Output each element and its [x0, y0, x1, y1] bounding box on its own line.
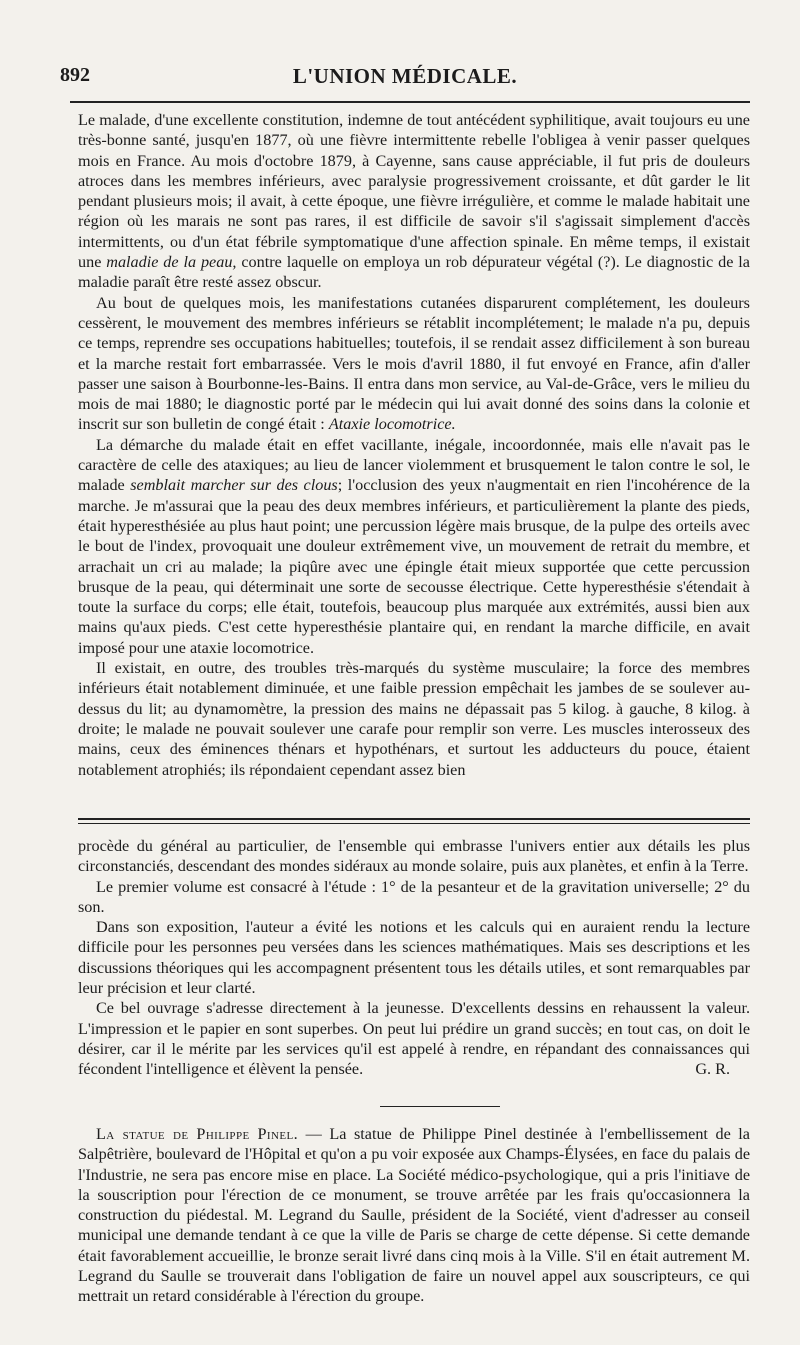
section-double-rule-bottom: [78, 823, 750, 824]
paragraph-text: La démarche du malade était en effet vacillante, inégale, incoordonnée, mais elle n'avait pas le caractère de celle des ataxiques; au lieu de lancer violemment et brusquement le talon contre le sol, le malade: [78, 435, 750, 495]
review-paragraph: [78, 998, 750, 1079]
book-review-section: [78, 836, 750, 1080]
case-report-section: [78, 110, 750, 780]
paragraph-text: Ce bel ouvrage s'adresse directement à la jeunesse. D'excellents dessins en rehaussent la valeur. L'impression et le papier en sont superbes. On peut lui prédire un grand succès; en tout cas, on doit le désirer, car il le mérite par les services qu'il est appelé à rendre, en répandant des connaissances qui fécondent l'intelligence et élèvent la pensée.: [78, 999, 750, 1079]
italic-phrase: maladie de la peau,: [106, 253, 237, 272]
paragraph-text: ; l'occlusion des yeux n'augmentait en rien l'incohérence de la marche. Je m'assurai que la peau des deux membres inférieurs, et particulièrement la plante des pieds, était hyperesthésiée au plus haut point; une percussion légère mais brusque, de la pulpe des orteils avec le bout de l'index, provoquait une douleur extrêmement vive, un mouvement de retrait du membre, et arrachait un cri au malade; la piqûre avec une épingle était mieux supportée que cette percussion brusque de la peau, qui déterminait une sorte de secousse électrique. Cette hyperesthésie s'étendait à toute la surface du corps; elle était, toutefois, beaucoup plus marquée aux extrémités, aussi bien aux mains qu'aux pieds. C'est cette hyperesthésie plantaire qui, en rendant la marche difficile, en avait imposé pour une ataxie locomotrice.: [78, 476, 750, 657]
header-rule: [70, 101, 750, 103]
case-paragraph: [78, 293, 750, 435]
page-number: 892: [60, 64, 90, 86]
case-paragraph: [78, 110, 750, 293]
notice-text: — La statue de Philippe Pinel destinée à l'embellissement de la Salpêtrière, boulevard de l'Hôpital et qu'on a pu voir exposée aux Champs-Élysées, en face du palais de l'Industrie, ne sera pas encore mise en place. La Société médico-psychologique, qui a pris l'initiave de la souscription pour l'érection de ce monument, se trouve arrêtée par les frais qu'occasionnera la construction du piédestal. M. Legrand du Saulle, président de la Société, vient d'adresser au conseil municipal une demande tendant à ce que la ville de Paris se charge de cette dépense. Si cette demande était favorablement accueillie, le bronze serait livré dans cinq mois à la Ville. S'il en était autrement M. Legrand du Saulle se trouverait dans l'obligation de faire un nouvel appel aux souscripteurs, ce qui mettrait un retard considérable à l'érection du groupe.: [78, 1125, 750, 1306]
paragraph-text: contre laquelle on employa un rob dépurateur végétal (?). Le diagnostic de la maladie paraît être resté assez obscur.: [78, 253, 750, 292]
review-signature: G. R.: [695, 1060, 730, 1079]
paragraph-text: Le malade, d'une excellente constitution, indemne de tout antécédent syphilitique, avait toujours eu une très-bonne santé, jusqu'en 1877, où une fièvre intermittente rebelle l'obligea à venir passer quelques mois en France. Au mois d'octobre 1879, à Cayenne, sans cause appréciable, il fut pris de douleurs atroces dans les membres inférieurs, avec paralysie progressivement croissante, et dût garder le lit pendant plusieurs mois; il avait, à cette époque, une fièvre irrégulière, et comme le malade habitait une région où les marais ne sont pas rares, il est difficile de savoir s'il s'agissait simplement d'accès intermittents, ou d'un état fébrile symptomatique d'une affection spinale. En même temps, il existait une: [78, 111, 750, 272]
paragraph-text: Au bout de quelques mois, les manifestations cutanées disparurent complétement, les douleurs cessèrent, le mouvement des membres inférieurs se rétablit incomplétement; le malade n'a pu, depuis ce temps, reprendre ses occupations habituelles; toutefois, il se rendait assez difficilement à son bureau et la marche restait fort embarrassée. Vers le mois d'avril 1880, il fut envoyé en France, afin d'aller passer une saison à Bourbonne-les-Bains. Il entra dans mon service, au Val-de-Grâce, vers le milieu du mois de mai 1880; le diagnostic porté par le médecin qui lui avait donné des soins dans la colonie et inscrit sur son bulletin de congé était :: [78, 293, 750, 434]
italic-phrase: semblait marcher sur des clous: [130, 476, 338, 495]
section-double-rule-top: [78, 818, 750, 820]
review-paragraph: Dans son exposition, l'auteur a évité les notions et les calculs qui en auraient rendu la lecture difficile pour les personnes peu versées dans les sciences mathématiques. Mais ses descriptions et les discussions théoriques qui les accompagnent présentent tous les détails utiles, et sont remarquables par leur précision et leur clarté.: [78, 918, 750, 998]
review-paragraph: procède du général au particulier, de l'ensemble qui embrasse l'univers entier aux détails les plus circonstanciés, descendant des mondes sidéraux au monde solaire, puis aux planètes, et enfin à la Terre.: [78, 837, 750, 876]
case-paragraph: [78, 435, 750, 658]
page-header: [60, 64, 750, 94]
notice-heading: La statue de Philippe Pinel.: [96, 1125, 299, 1143]
italic-phrase: Ataxie locomotrice.: [328, 415, 456, 434]
notice-paragraph: [78, 1124, 750, 1307]
case-paragraph: Il existait, en outre, des troubles très-marqués du système musculaire; la force des membres inférieurs était notablement diminuée, et une faible pression empêchait les jambes de se soulever au-dessus du lit; au dynamomètre, la pression des mains ne dépassait pas 5 kilog. à gauche, 8 kilog. à droite; le malade ne pouvait soulever une carafe pour remplir son verre. Les muscles interosseux des mains, ceux des éminences thénars et hypothénars, et surtout les adducteurs du pouce, étaient notablement atrophiés; ils répondaient cependant assez bien: [78, 659, 750, 779]
review-paragraph: Le premier volume est consacré à l'étude : 1° de la pesanteur et de la gravitation universelle; 2° du son.: [78, 877, 750, 916]
news-notice-section: [78, 1124, 750, 1307]
running-title: L'UNION MÉDICALE.: [292, 64, 518, 88]
short-separator-rule: [380, 1106, 500, 1107]
